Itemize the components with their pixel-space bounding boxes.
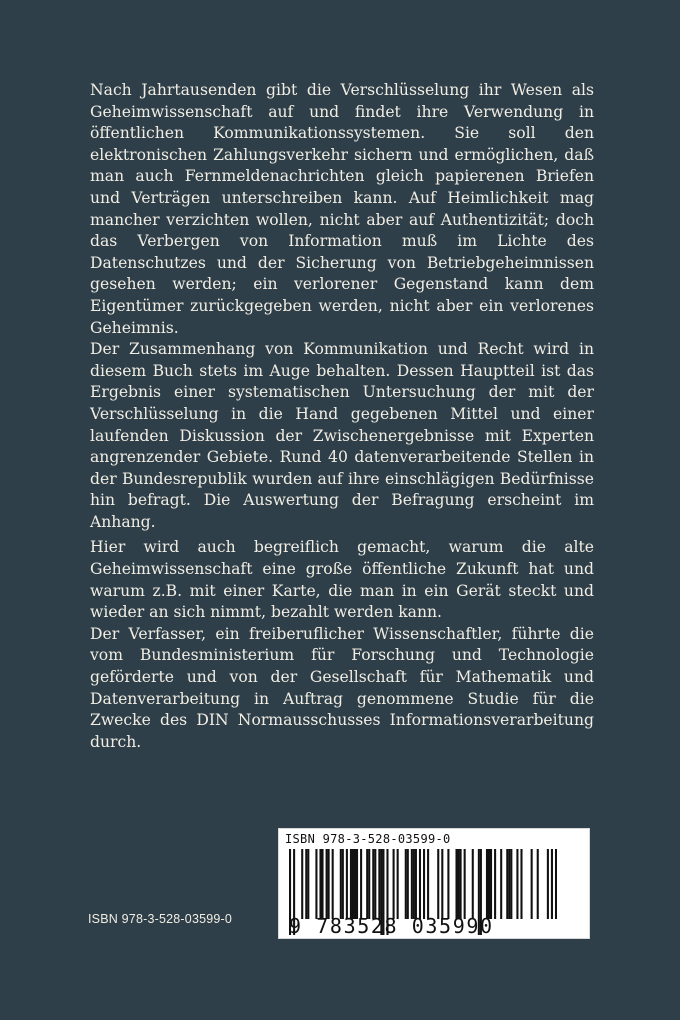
barcode-bar bbox=[427, 849, 429, 919]
barcode-bar bbox=[494, 849, 496, 919]
blurb-paragraph-1: Nach Jahrtausenden gibt die Verschlüsselung ihr Wesen als Geheimwissenschaft auf und findet ihre Verwendung in öffentlichen Kommunikationssystemen. Sie soll den elektronischen Zahlungsverkehr sichern und ermöglichen, daß man auch Fernmeldenachrichten gleich papierenen Briefen und Verträgen unterschreiben kann. Auf Heimlichkeit mag mancher verzichten wollen, nicht aber auf Authentizität; doch das Verbergen von Information muß im Lichte des Datenschutzes und der Sicherung von Betriebgeheimnissen gesehen werden; ein verlorener Gegenstand kann dem Eigentümer zurückgegeben werden, nicht aber ein verlorenes Geheimnis. bbox=[90, 81, 594, 337]
barcode-bar bbox=[319, 849, 321, 919]
barcode-bar bbox=[326, 849, 328, 919]
barcode-bar bbox=[506, 849, 508, 919]
barcode-bar bbox=[356, 849, 358, 919]
barcode-bar bbox=[321, 849, 323, 919]
isbn-label: ISBN 978-3-528-03599-0 bbox=[88, 912, 233, 926]
barcode-bar bbox=[537, 849, 539, 919]
barcode-bar bbox=[393, 849, 395, 919]
barcode-bar bbox=[407, 849, 409, 919]
barcode-bar bbox=[342, 849, 344, 919]
barcode-bar bbox=[354, 849, 356, 919]
barcode-bar bbox=[423, 849, 425, 919]
blurb-paragraph-2: Der Zusammenhang von Kommunikation und Recht wird in diesem Buch stets im Auge behalten. Dessen Hauptteil ist das Ergebnis einer systematischen Untersuchung der mit der Verschlüsselung in die Hand gegebenen Mittel und einer laufenden Diskussion der Zwischenergebnisse mit Experten angrenzender Gebiete. Rund 40 datenverarbeitende Stellen in der Bundesrepublik wurden auf ihre einschlägigen Bedürfnisse hin befragt. Die Auswertung der Befragung erscheint im Anhang. bbox=[90, 340, 594, 531]
barcode-bar bbox=[366, 849, 368, 919]
barcode-bar bbox=[332, 849, 334, 919]
barcode-bar bbox=[372, 849, 374, 919]
barcode-bar bbox=[305, 849, 307, 919]
barcode-bar bbox=[405, 849, 407, 919]
barcode-bar bbox=[490, 849, 492, 919]
barcode-bar bbox=[340, 849, 342, 919]
barcode-bar bbox=[307, 849, 309, 919]
blurb-text bbox=[90, 80, 594, 757]
barcode-bar bbox=[413, 849, 415, 919]
barcode-bar bbox=[441, 849, 443, 919]
barcode-bar bbox=[350, 849, 352, 919]
barcode-bar bbox=[378, 849, 380, 919]
barcode-bar bbox=[419, 849, 421, 919]
barcode-isbn-text: ISBN 978-3-528-03599-0 bbox=[285, 832, 451, 846]
barcode-bar bbox=[415, 849, 417, 919]
barcode-bar bbox=[464, 849, 466, 919]
barcode-label bbox=[278, 828, 590, 939]
barcode-bar bbox=[458, 849, 460, 919]
barcode-bar bbox=[510, 849, 512, 919]
barcode-bar bbox=[315, 849, 317, 919]
barcode-bar bbox=[551, 849, 553, 919]
barcode-bar bbox=[516, 849, 518, 919]
barcode-bar bbox=[460, 849, 462, 919]
blurb-paragraph-4: Der Verfasser, ein freiberuflicher Wissenschaftler, führte die vom Bundesministerium für Forschung und Technologie geförderte und von der Gesellschaft für Mathematik und Datenverarbeitung in Auftrag genommene Studie für die Zwecke des DIN Normausschusses Informationsverarbeitung durch. bbox=[90, 624, 594, 751]
barcode-bar bbox=[328, 849, 330, 919]
barcode-bar bbox=[301, 849, 303, 919]
barcode-bar bbox=[531, 849, 533, 919]
barcode-bar bbox=[555, 849, 557, 919]
barcode-bar bbox=[500, 849, 502, 919]
barcode-bar bbox=[360, 849, 362, 919]
barcode-bar bbox=[508, 849, 510, 919]
barcode-bar bbox=[547, 849, 549, 919]
barcode-bar bbox=[472, 849, 474, 919]
barcode-bar bbox=[488, 849, 490, 919]
barcode-bar bbox=[411, 849, 413, 919]
barcode-bar bbox=[374, 849, 376, 919]
barcode-bar bbox=[486, 849, 488, 919]
barcode-bar bbox=[455, 849, 457, 919]
blurb-paragraph-3: Hier wird auch begreiflich gemacht, warum die alte Geheimwissenschaft eine große öffentliche Zukunft hat und warum z.B. mit einer Karte, die man in ein Gerät steckt und wieder an sich nimmt, bezahlt werden kann. bbox=[90, 538, 594, 622]
barcode-bar bbox=[368, 849, 370, 919]
barcode-digits: 9 783528 035990 bbox=[289, 914, 494, 938]
barcode-bar bbox=[346, 849, 348, 919]
barcode-bar bbox=[437, 849, 439, 919]
barcode-bar bbox=[397, 849, 399, 919]
barcode-bar bbox=[520, 849, 522, 919]
barcode-bar bbox=[447, 849, 449, 919]
barcode-bar bbox=[352, 849, 354, 919]
